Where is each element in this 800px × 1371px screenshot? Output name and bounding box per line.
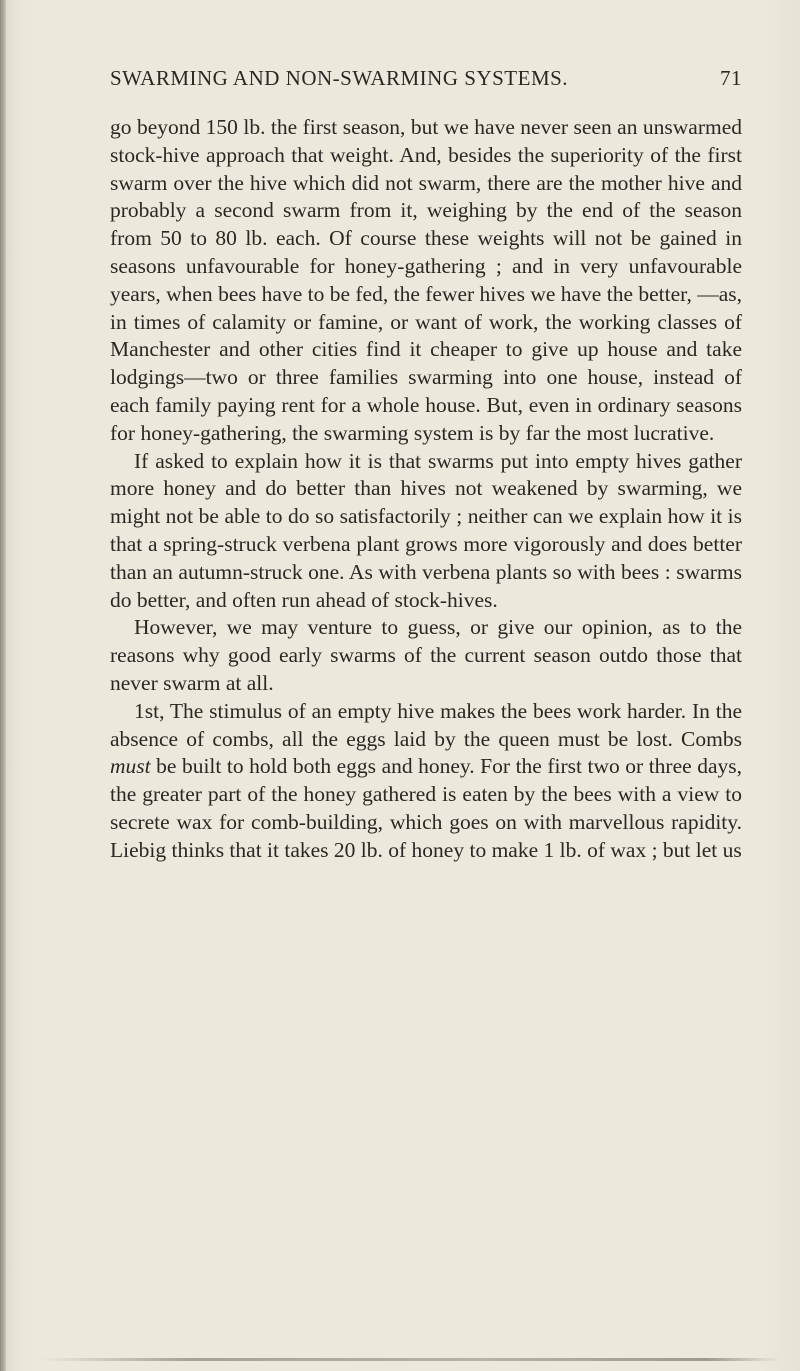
paragraph-4 <box>110 698 742 865</box>
running-header <box>110 66 742 96</box>
page-number: 71 <box>720 66 742 90</box>
paragraph-2: If asked to explain how it is that swarms put into empty hives gather more honey and do better than hives not weakened by swarming, we might not be able to do so satisfactorily ; neither can we explain how it is that a spring-struck verbena plant grows more vigorously and does better than an autumn-struck one. As with verbena plants so with bees : swarms do better, and often run ahead of stock-hives. <box>110 448 742 612</box>
page-bottom-edge <box>40 1358 780 1361</box>
body-text <box>110 114 742 865</box>
emphasis-must: must <box>110 754 151 779</box>
paragraph-3: However, we may venture to guess, or give our opinion, as to the reasons why good early swarms of the current season outdo those that never swarm at all. <box>110 615 742 695</box>
page-binding-edge <box>0 0 6 1371</box>
paragraph-4-start: 1st, The stimulus of an empty hive makes the bees work harder. In the absence of combs, all the eggs laid by the queen must be lost. Combs <box>110 698 742 751</box>
header-title: SWARMING AND NON-SWARMING SYSTEMS. <box>110 66 569 90</box>
paragraph-1: go beyond 150 lb. the first season, but we have never seen an unswarmed stock-hive approach that weight. And, besides the superiority of the first swarm over the hive which did not swarm, there are the mother hive and probably a second swarm from it, weighing by the end of the season from 50 to 80 lb. each. Of course these weights will not be gained in seasons unfavourable for honey-gathering ; and in very unfavourable years, when bees have to be fed, the fewer hives we have the better, —as, in times of calamity or famine, or want of work, the working classes of Manchester and other cities find it cheaper to give up house and take lodgings—two or three families swarming into one house, instead of each family paying rent for a whole house. But, even in ordinary seasons for honey-gathering, the swarming system is by far the most lucrative. <box>110 115 742 445</box>
paragraph-4-end: be built to hold both eggs and honey. For the first two or three days, the greater part of the honey gathered is eaten by the bees with a view to secrete wax for comb-building, which goes on with marvellous rapidity. Liebig thinks that it takes 20 lb. of honey to make 1 lb. of wax ; but let us <box>110 754 742 862</box>
